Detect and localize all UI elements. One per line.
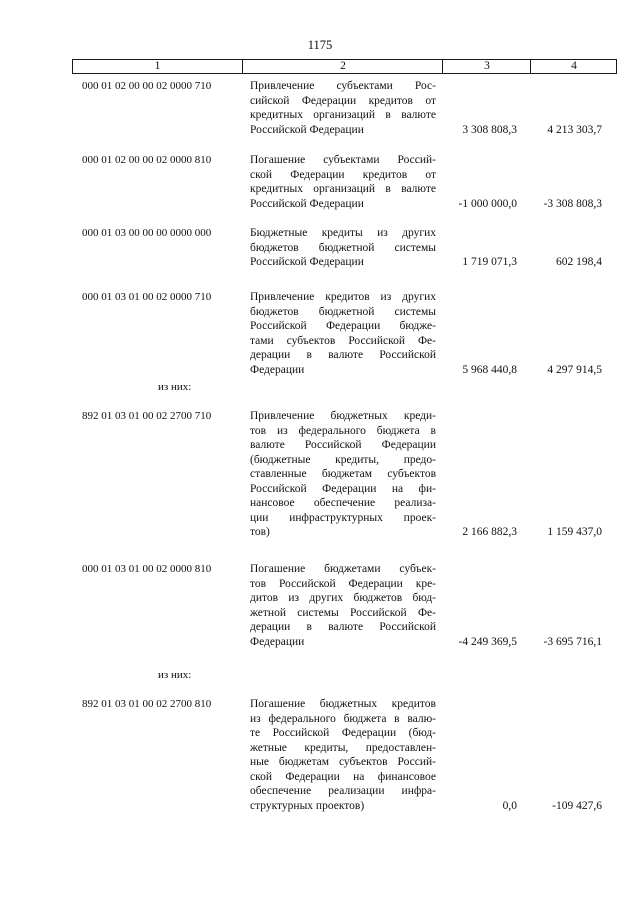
value-col-4: -3 308 808,3 — [543, 197, 602, 210]
description-line: Российской Федерации на фи- — [250, 482, 436, 495]
description-line: из федерального бюджета в валю- — [250, 712, 436, 725]
description-line: валюте Российской Федерации — [250, 439, 436, 451]
description-line: нансовое обеспечение реализа- — [250, 497, 436, 509]
description-line: тов) — [250, 526, 270, 538]
of-which-label: из них: — [158, 669, 192, 681]
budget-code: 000 01 02 00 00 02 0000 710 — [82, 80, 212, 92]
row-description — [250, 697, 436, 813]
description-line: бюджетов бюджетной системы — [250, 241, 436, 254]
description-line: ставленные бюджетам субъектов — [250, 468, 436, 480]
description-line: кредитных организаций в валюте — [250, 183, 436, 195]
of-which-label: из них: — [158, 381, 192, 393]
page-number: 1175 — [307, 38, 333, 52]
description-line: (бюджетные кредиты, предо- — [250, 453, 436, 466]
description-line: сийской Федерации кредитов от — [250, 94, 436, 107]
description-line: Привлечение субъектами Рос- — [250, 80, 436, 92]
row-description — [250, 226, 436, 270]
description-line: ные бюджетам субъектов Россий- — [250, 756, 436, 768]
description-line: тов Российской Федерации кре- — [250, 577, 436, 590]
description-line: Бюджетные кредиты из других — [250, 227, 436, 239]
description-line: Погашение субъектами Россий- — [250, 154, 436, 166]
value-col-3: 3 308 808,3 — [462, 123, 517, 136]
value-col-4: 602 198,4 — [556, 256, 602, 268]
value-col-4: 4 297 914,5 — [547, 363, 602, 376]
description-line: ской Федерации на финансовое — [250, 770, 436, 783]
value-col-3: 5 968 440,8 — [462, 363, 517, 376]
table-header — [72, 59, 617, 74]
description-line: тами субъектов Российской Фе- — [250, 334, 436, 347]
row-description — [250, 409, 436, 540]
value-col-4: 1 159 437,0 — [547, 526, 602, 538]
description-line: Федерации — [250, 363, 305, 376]
budget-code: 892 01 03 01 00 02 2700 810 — [82, 698, 212, 710]
description-line: Погашение бюджетных кредитов — [250, 698, 436, 710]
description-line: жетной системы Российской Фе- — [250, 606, 436, 619]
description-line: обеспечение реализации инфра- — [250, 785, 436, 797]
description-line: ции инфраструктурных проек- — [250, 511, 436, 524]
description-line: Погашение бюджетами субъек- — [250, 563, 436, 575]
description-line: те Российской Федерации (бюд- — [250, 727, 436, 739]
row-description — [250, 562, 436, 649]
budget-code: 000 01 03 00 00 00 0000 000 — [82, 227, 212, 239]
budget-code: 000 01 03 01 00 02 0000 810 — [82, 563, 212, 575]
value-col-3: -4 249 369,5 — [458, 635, 517, 648]
value-col-3: 2 166 882,3 — [462, 526, 517, 538]
value-col-3: 1 719 071,3 — [462, 256, 517, 268]
description-line: Привлечение бюджетных креди- — [250, 410, 436, 422]
header-col-1: 1 — [154, 60, 161, 72]
description-line: кредитных организаций в валюте — [250, 109, 436, 121]
row-description — [250, 290, 436, 377]
description-line: бюджетов бюджетной системы — [250, 305, 436, 318]
description-line: Российской Федерации бюдже- — [250, 320, 436, 332]
description-line: тов из федерального бюджета в — [250, 424, 436, 437]
description-line: Федерации — [250, 635, 305, 648]
description-line: ской Федерации кредитов от — [250, 168, 436, 181]
row-description — [250, 153, 436, 211]
budget-code: 892 01 03 01 00 02 2700 710 — [82, 410, 212, 422]
value-col-3: -1 000 000,0 — [458, 197, 517, 210]
value-col-3: 0,0 — [502, 799, 517, 812]
description-line: Привлечение кредитов из других — [250, 291, 436, 303]
description-line: дитов из других бюджетов бюд- — [250, 592, 436, 604]
description-line: структурных проектов) — [250, 799, 365, 812]
description-line: жетные кредиты, предоставлен- — [250, 741, 436, 754]
value-col-4: -3 695 716,1 — [543, 635, 602, 648]
header-col-3: 3 — [442, 60, 531, 73]
description-line: дерации в валюте Российской — [250, 621, 436, 633]
header-col-2: 2 — [242, 60, 443, 73]
description-line: дерации в валюте Российской — [250, 349, 436, 361]
description-line: Российской Федерации — [250, 256, 364, 268]
header-col-4: 4 — [530, 60, 617, 73]
budget-code: 000 01 03 01 00 02 0000 710 — [82, 291, 212, 303]
budget-code: 000 01 02 00 00 02 0000 810 — [82, 154, 212, 166]
value-col-4: 4 213 303,7 — [547, 123, 602, 136]
description-line: Российской Федерации — [250, 123, 364, 136]
row-description — [250, 79, 436, 137]
description-line: Российской Федерации — [250, 197, 364, 210]
value-col-4: -109 427,6 — [552, 799, 602, 812]
